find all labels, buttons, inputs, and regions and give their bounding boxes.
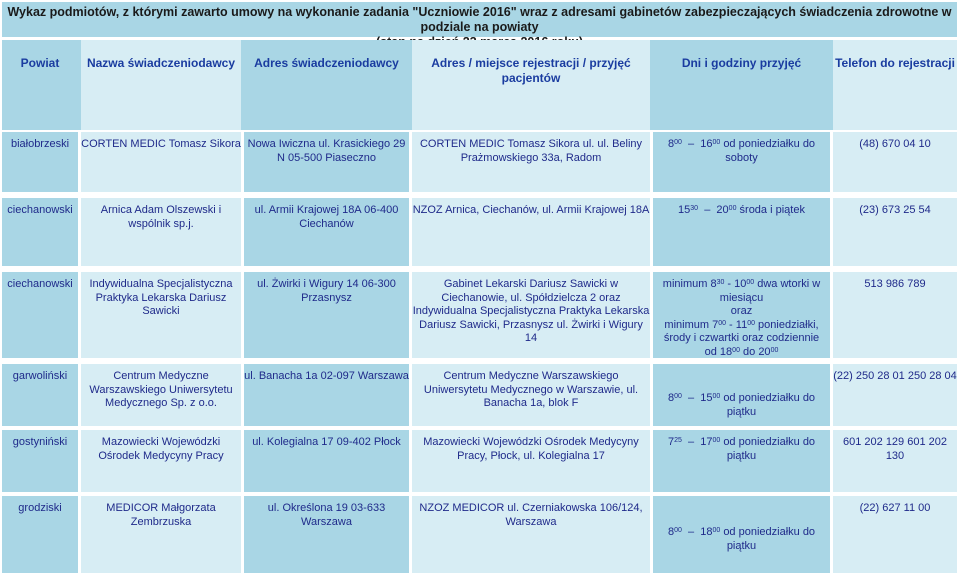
- cell-rejestracja: Centrum Medyczne Warszawskiego Uniwersytetu Medycznego w Warszawie, ul. Banacha 1a, blok F: [412, 364, 650, 426]
- cell-adres: ul. Żwirki i Wigury 14 06-300 Przasnysz: [244, 272, 409, 358]
- header-rejestracja: Adres / miejsce rejestracji / przyjęć pacjentów: [412, 40, 650, 130]
- table-row: [2, 496, 957, 573]
- cell-powiat: gostyniński: [2, 430, 78, 492]
- cell-rejestracja: NZOZ MEDICOR ul. Czerniakowska 106/124, Warszawa: [412, 496, 650, 573]
- cell-adres: ul. Armii Krajowej 18A 06-400 Ciechanów: [244, 198, 409, 266]
- cell-powiat: garwoliński: [2, 364, 78, 426]
- cell-powiat: ciechanowski: [2, 272, 78, 358]
- cell-powiat: białobrzeski: [2, 132, 78, 192]
- cell-powiat: grodziski: [2, 496, 78, 573]
- cell-adres: ul. Kolegialna 17 09-402 Płock: [244, 430, 409, 492]
- cell-nazwa: MEDICOR Małgorzata Zembrzuska: [81, 496, 241, 573]
- table-row: [2, 430, 957, 492]
- cell-adres: ul. Określona 19 03-633 Warszawa: [244, 496, 409, 573]
- cell-adres: Nowa Iwiczna ul. Krasickiego 29 N 05-500 Piaseczno: [244, 132, 409, 192]
- cell-godziny: $8^{00} - 18^{00}$ od poniedziałku do piątku: [653, 496, 830, 573]
- cell-nazwa: Arnica Adam Olszewski i wspólnik sp.j.: [81, 198, 241, 266]
- cell-telefon: (22) 250 28 01 250 28 04: [833, 364, 957, 426]
- cell-telefon: (48) 670 04 10: [833, 132, 957, 192]
- cell-telefon: (23) 673 25 54: [833, 198, 957, 266]
- cell-telefon: 601 202 129 601 202 130: [833, 430, 957, 492]
- cell-rejestracja: Gabinet Lekarski Dariusz Sawicki w Ciechanowie, ul. Spółdzielcza 2 oraz Indywidualna Specjalistyczna Praktyka Lekarska Dariusz Sawicki, Przasnysz ul. Żwirki i Wigury 14: [412, 272, 650, 358]
- cell-rejestracja: CORTEN MEDIC Tomasz Sikora ul. ul. Beliny Prażmowskiego 33a, Radom: [412, 132, 650, 192]
- cell-godziny: minimum $8^{30} - 10^{00}$ dwa wtorki w miesiącu oraz minimum $7^{00} - 11^{00}$ poniedziałki, środy i czwartki oraz codziennie od $18^{00}$ do $20^{00}$: [653, 272, 830, 358]
- cell-rejestracja: Mazowiecki Wojewódzki Ośrodek Medycyny Pracy, Płock, ul. Kolegialna 17: [412, 430, 650, 492]
- cell-nazwa: Indywidualna Specjalistyczna Praktyka Lekarska Dariusz Sawicki: [81, 272, 241, 358]
- title-line-1: Wykaz podmiotów, z którymi zawarto umowy na wykonanie zadania "Uczniowie 2016" wraz z adresami gabinetów zabezpieczających świadczenia zdrowotne w podziale na powiaty: [7, 5, 952, 34]
- header-telefon: Telefon do rejestracji: [833, 40, 957, 130]
- cell-godziny: $7^{25} - 17^{00}$ od poniedziałku do piątku: [653, 430, 830, 492]
- cell-nazwa: Mazowiecki Wojewódzki Ośrodek Medycyny Pracy: [81, 430, 241, 492]
- cell-nazwa: CORTEN MEDIC Tomasz Sikora: [81, 132, 241, 192]
- table-row: [2, 198, 957, 266]
- cell-telefon: (22) 627 11 00: [833, 496, 957, 573]
- table-row: [2, 132, 957, 192]
- cell-telefon: 513 986 789: [833, 272, 957, 358]
- table-row: [2, 272, 957, 358]
- header-nazwa: Nazwa świadczeniodawcy: [81, 40, 241, 130]
- table-row: [2, 364, 957, 426]
- header-adres: Adres świadczeniodawcy: [244, 40, 409, 130]
- table-header: [2, 40, 957, 130]
- cell-godziny: $8^{00} - 15^{00}$ od poniedziałku do piątku: [653, 364, 830, 426]
- header-godziny: Dni i godziny przyjęć: [653, 40, 830, 130]
- header-powiat: Powiat: [2, 40, 78, 130]
- cell-rejestracja: NZOZ Arnica, Ciechanów, ul. Armii Krajowej 18A: [412, 198, 650, 266]
- cell-nazwa: Centrum Medyczne Warszawskiego Uniwersytetu Medycznego Sp. z o.o.: [81, 364, 241, 426]
- cell-adres: ul. Banacha 1a 02-097 Warszawa: [244, 364, 409, 426]
- document-title: [2, 2, 957, 37]
- cell-powiat: ciechanowski: [2, 198, 78, 266]
- cell-godziny: $15^{30} - 20^{00}$ środa i piątek: [653, 198, 830, 266]
- cell-godziny: $8^{00} - 16^{00}$ od poniedziałku do soboty: [653, 132, 830, 192]
